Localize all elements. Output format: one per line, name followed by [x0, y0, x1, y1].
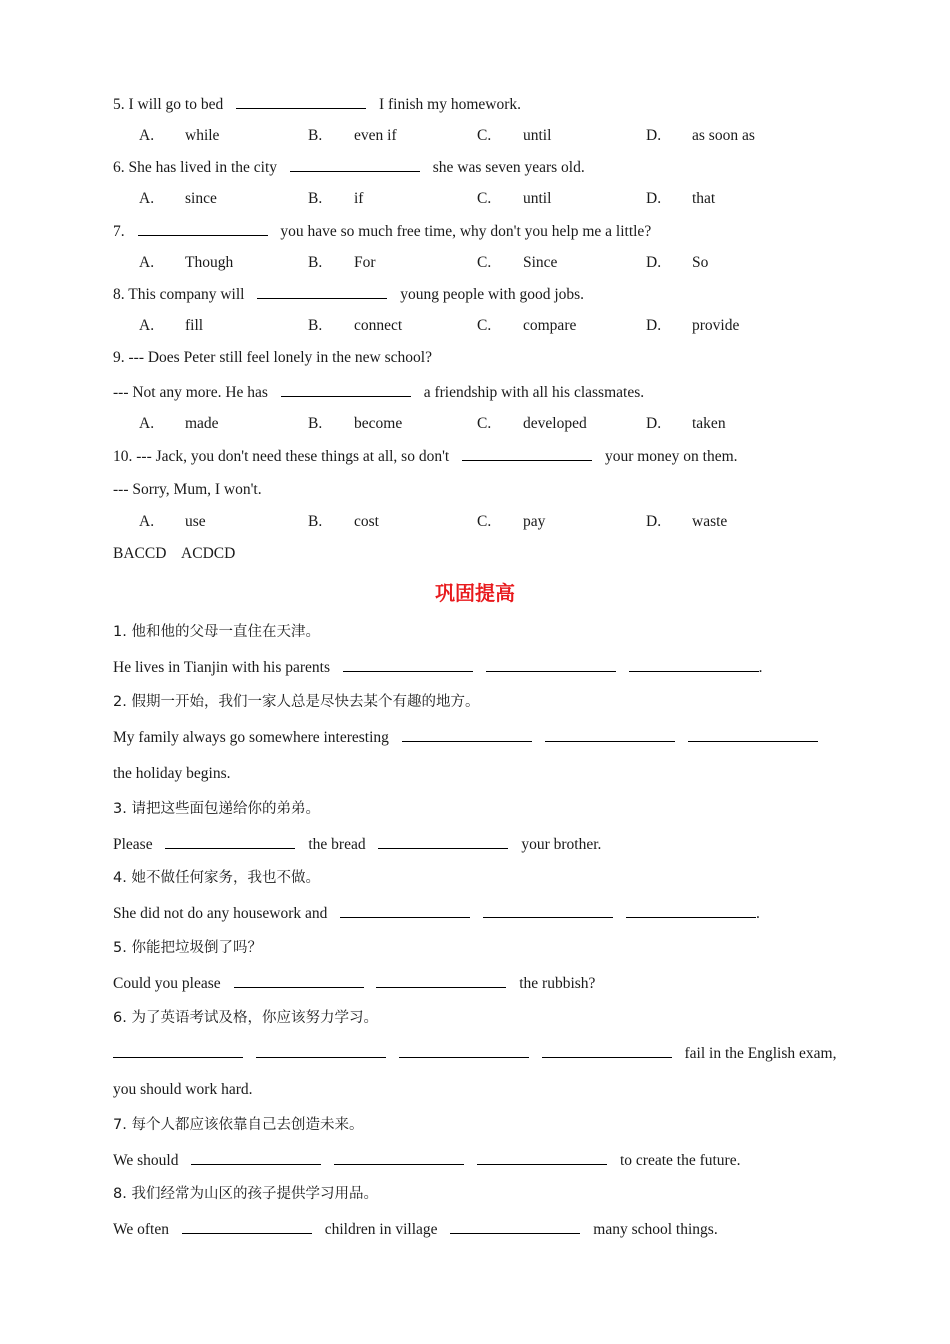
option-letter: B. [308, 127, 323, 144]
option-text[interactable]: Since [523, 254, 558, 271]
answer-blank[interactable] [462, 446, 592, 461]
question-text: 10. --- Jack, you don't need these things at all, so don't [113, 448, 450, 465]
question-text: she was seven years old. [432, 159, 585, 176]
option-text[interactable]: taken [692, 415, 726, 432]
sentence-text: . [756, 905, 760, 922]
question-text: you have so much free time, why don't you help me a little? [280, 223, 652, 240]
answer-blank[interactable] [290, 157, 420, 172]
translation-answer-2-cont: the holiday begins. [113, 765, 231, 782]
option-letter: A. [139, 513, 155, 530]
option-text[interactable]: Though [185, 254, 234, 271]
option-letter: D. [646, 513, 662, 530]
translation-answer-6-cont: you should work hard. [113, 1081, 253, 1098]
question-9-response [113, 382, 644, 403]
option-letter: B. [308, 254, 323, 271]
option-text[interactable]: pay [523, 513, 546, 530]
sentence-text: to create the future. [619, 1152, 741, 1169]
option-text[interactable]: as soon as [692, 127, 755, 144]
answer-blank[interactable] [376, 973, 506, 988]
translation-answer-3 [113, 834, 601, 855]
sentence-text: many school things. [593, 1221, 718, 1238]
option-letter: C. [477, 254, 492, 271]
answer-blank[interactable] [281, 382, 411, 397]
translation-answer-7 [113, 1150, 740, 1171]
answer-blank[interactable] [334, 1150, 464, 1165]
answer-blank[interactable] [688, 727, 818, 742]
option-letter: A. [139, 190, 155, 207]
option-letter: A. [139, 127, 155, 144]
sentence-text: He lives in Tianjin with his parents [113, 659, 330, 676]
option-letter: A. [139, 415, 155, 432]
option-letter: D. [646, 254, 662, 271]
option-letter: B. [308, 190, 323, 207]
translation-prompt-6: 6. 为了英语考试及格，你应该努力学习。 [113, 1010, 378, 1026]
answer-blank[interactable] [629, 657, 759, 672]
section-title: 巩固提高 [435, 581, 515, 605]
question-5 [113, 94, 521, 115]
option-letter: B. [308, 415, 323, 432]
answer-blank[interactable] [450, 1219, 580, 1234]
answer-blank[interactable] [626, 903, 756, 918]
sentence-text: the bread [308, 836, 366, 853]
option-text[interactable]: until [523, 190, 552, 207]
answer-blank[interactable] [477, 1150, 607, 1165]
option-letter: D. [646, 190, 662, 207]
option-letter: C. [477, 127, 492, 144]
answer-blank[interactable] [191, 1150, 321, 1165]
question-text: I finish my homework. [378, 96, 522, 113]
question-text: 6. She has lived in the city [113, 159, 278, 176]
option-text[interactable]: fill [185, 317, 204, 334]
option-letter: A. [139, 317, 155, 334]
option-letter: C. [477, 190, 492, 207]
question-10-response: --- Sorry, Mum, I won't. [113, 481, 262, 498]
translation-prompt-8: 8. 我们经常为山区的孩子提供学习用品。 [113, 1186, 378, 1202]
answer-key: BACCD ACDCD [113, 545, 236, 562]
translation-prompt-3: 3. 请把这些面包递给你的弟弟。 [113, 801, 320, 817]
answer-blank[interactable] [483, 903, 613, 918]
option-text[interactable]: So [692, 254, 709, 271]
sentence-text: Could you please [113, 975, 221, 992]
option-text[interactable]: connect [354, 317, 403, 334]
question-text: young people with good jobs. [400, 286, 585, 303]
option-text[interactable]: become [354, 415, 403, 432]
option-letter: B. [308, 513, 323, 530]
answer-blank[interactable] [545, 727, 675, 742]
answer-blank[interactable] [402, 727, 532, 742]
option-text[interactable]: since [185, 190, 217, 207]
translation-answer-8 [113, 1219, 718, 1240]
answer-blank[interactable] [486, 657, 616, 672]
sentence-text: We often [113, 1221, 169, 1238]
question-text: 7. [113, 223, 125, 240]
option-text[interactable]: compare [523, 317, 577, 334]
option-text[interactable]: even if [354, 127, 397, 144]
answer-blank[interactable] [340, 903, 470, 918]
sentence-text: My family always go somewhere interesting [113, 729, 389, 746]
option-text[interactable]: that [692, 190, 716, 207]
sentence-text: Please [113, 836, 153, 853]
translation-answer-2 [113, 727, 818, 748]
answer-blank[interactable] [234, 973, 364, 988]
answer-blank[interactable] [378, 834, 508, 849]
answer-blank[interactable] [399, 1043, 529, 1058]
question-text: a friendship with all his classmates. [423, 384, 645, 401]
answer-blank[interactable] [182, 1219, 312, 1234]
sentence-text: She did not do any housework and [113, 905, 328, 922]
option-letter: D. [646, 317, 662, 334]
answer-blank[interactable] [236, 94, 366, 109]
translation-answer-1 [113, 657, 763, 678]
question-text: your money on them. [604, 448, 738, 465]
question-text: --- Not any more. He has [113, 384, 268, 401]
sentence-text: . [758, 659, 763, 676]
option-letter: B. [308, 317, 323, 334]
sentence-text: fail in the English exam, [684, 1045, 837, 1062]
option-text[interactable]: until [523, 127, 552, 144]
answer-blank[interactable] [113, 1043, 243, 1058]
option-text[interactable]: use [185, 513, 206, 530]
option-letter: C. [477, 317, 492, 334]
translation-prompt-1: 1. 他和他的父母一直住在天津。 [113, 624, 320, 640]
question-text: 5. I will go to bed [113, 96, 224, 113]
answer-blank[interactable] [256, 1043, 386, 1058]
option-text[interactable]: while [185, 127, 220, 144]
question-7 [113, 221, 651, 242]
translation-prompt-2: 2. 假期一开始，我们一家人总是尽快去某个有趣的地方。 [113, 694, 480, 710]
translation-prompt-4: 4. 她不做任何家务，我也不做。 [113, 870, 320, 886]
question-6 [113, 157, 585, 178]
question-9: 9. --- Does Peter still feel lonely in the new school? [113, 349, 432, 366]
option-text[interactable]: developed [523, 415, 587, 432]
sentence-text: children in village [324, 1221, 438, 1238]
question-10 [113, 446, 738, 467]
translation-answer-4 [113, 903, 760, 924]
answer-blank[interactable] [165, 834, 295, 849]
sentence-text: We should [113, 1152, 179, 1169]
option-text[interactable]: waste [692, 513, 728, 530]
option-text[interactable]: cost [354, 513, 379, 530]
option-text[interactable]: made [185, 415, 219, 432]
question-8 [113, 284, 584, 305]
sentence-text: your brother. [521, 836, 602, 853]
option-text[interactable]: provide [692, 317, 740, 334]
option-letter: A. [139, 254, 155, 271]
option-letter: C. [477, 415, 492, 432]
answer-blank[interactable] [343, 657, 473, 672]
translation-prompt-5: 5. 你能把垃圾倒了吗？ [113, 940, 262, 956]
answer-blank[interactable] [257, 284, 387, 299]
option-text[interactable]: For [354, 254, 376, 271]
sentence-text: the rubbish? [519, 975, 596, 992]
option-letter: D. [646, 127, 662, 144]
translation-answer-6 [113, 1043, 836, 1064]
question-text: 8. This company will [113, 286, 245, 303]
translation-prompt-7: 7. 每个人都应该依靠自己去创造未来。 [113, 1117, 364, 1133]
answer-blank[interactable] [138, 221, 268, 236]
answer-blank[interactable] [542, 1043, 672, 1058]
translation-answer-5 [113, 973, 595, 994]
option-letter: C. [477, 513, 492, 530]
option-text[interactable]: if [354, 190, 364, 207]
option-letter: D. [646, 415, 662, 432]
